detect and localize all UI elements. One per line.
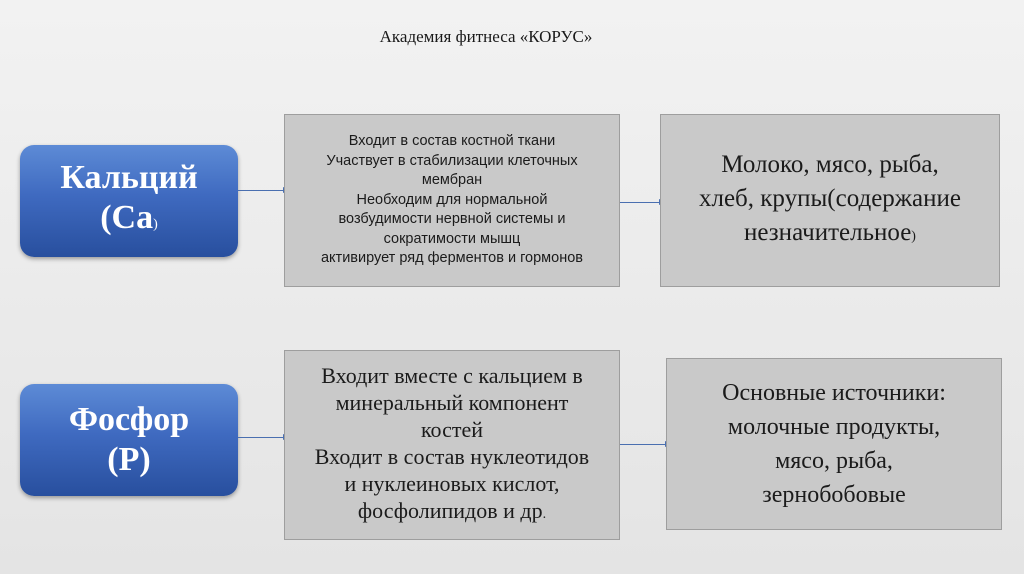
calcium-element-box [20, 145, 238, 257]
phosphorus-function-line: минеральный компонент [335, 390, 569, 415]
phosphorus-functions-box [284, 350, 620, 540]
phosphorus-source-line: мясо, рыба, [775, 448, 893, 474]
calcium-source-line: незначительное) [744, 218, 916, 246]
phosphorus-sources-box [666, 358, 1002, 530]
calcium-arrow-2 [620, 202, 660, 203]
calcium-name: Кальций [60, 158, 198, 196]
phosphorus-arrow-2 [620, 444, 666, 445]
calcium-function-line: мембран [421, 172, 483, 189]
calcium-source-line: хлеб, крупы(содержание [698, 184, 962, 212]
calcium-function-line: Входит в состав костной ткани [348, 133, 556, 150]
phosphorus-function-line: костей [420, 417, 484, 442]
phosphorus-source-line: молочные продукты, [727, 414, 941, 440]
phosphorus-function-line: Входит в состав нуклеотидов [314, 444, 590, 469]
phosphorus-arrow-1 [238, 437, 284, 438]
phosphorus-element-box [20, 384, 238, 496]
calcium-function-line: Участвует в стабилизации клеточных [326, 152, 578, 169]
calcium-symbol: (Ca) [100, 198, 158, 236]
calcium-functions-box [284, 114, 620, 287]
calcium-function-line: Необходим для нормальной [356, 191, 548, 208]
calcium-function-line: возбудимости нервной системы и [338, 211, 566, 228]
calcium-function-line: активирует ряд ферментов и гормонов [320, 250, 583, 267]
calcium-source-line: Молоко, мясо, рыба, [721, 150, 939, 178]
phosphorus-function-line: Входит вместе с кальцием в [321, 363, 583, 388]
slide-title: Академия фитнеса «КОРУС» [379, 27, 593, 46]
phosphorus-name: Фосфор [68, 401, 190, 438]
calcium-function-line: сократимости мышц [383, 230, 521, 247]
calcium-sources-box [660, 114, 1000, 287]
phosphorus-source-line: Основные источники: [722, 380, 946, 406]
phosphorus-function-line: фосфолипидов и др. [357, 498, 547, 523]
phosphorus-function-line: и нуклеиновых кислот, [344, 471, 560, 496]
phosphorus-source-line: зернобобовые [762, 482, 906, 508]
phosphorus-symbol: (P) [107, 441, 151, 478]
calcium-arrow-1 [238, 190, 284, 191]
